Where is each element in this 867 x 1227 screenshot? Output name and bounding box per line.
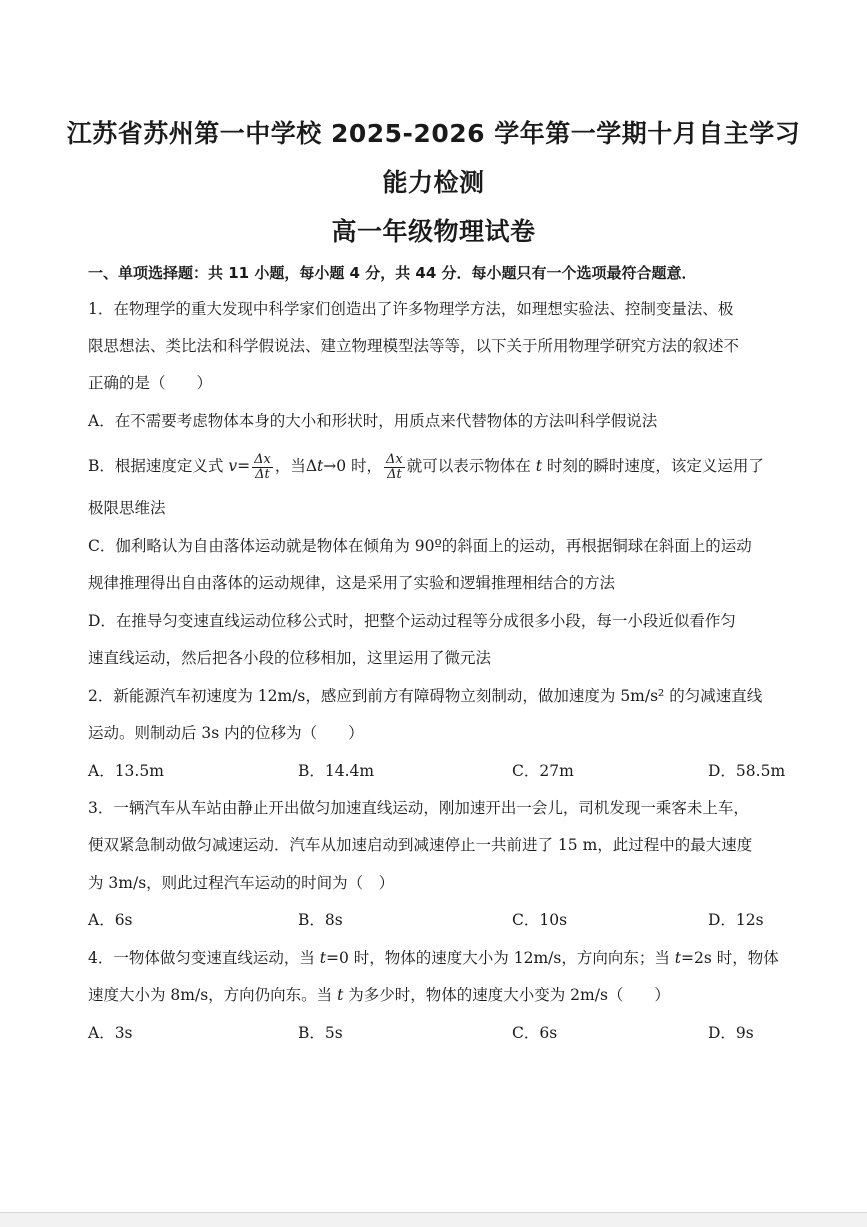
q4-line1-part-a: 4．一物体做匀变速直线运动，当 xyxy=(88,949,320,967)
section-heading: 一、单项选择题：共 11 小题，每小题 4 分，共 44 分．每小题只有一个选项最符合题意． xyxy=(88,264,697,282)
q2-stem-line2: 运动。则制动后 3s 内的位移为（ ） xyxy=(88,724,364,742)
q1-stem-line3: 正确的是（ ） xyxy=(88,374,213,392)
q4-option-d: D．9s xyxy=(708,1024,754,1042)
time-symbol: t xyxy=(319,949,327,967)
exam-subtitle: 高一年级物理试卷 xyxy=(331,217,536,246)
q1-option-d-line2: 速直线运动，然后把各小段的位移相加，这里运用了微元法 xyxy=(88,649,492,667)
q2-option-b: B．14.4m xyxy=(298,762,375,780)
viewer-bottom-edge xyxy=(0,1212,867,1227)
time-symbol: t xyxy=(317,457,324,475)
q3-option-b: B．8s xyxy=(298,911,343,929)
q4-line2-part-b: 为多少时，物体的速度大小变为 2m/s（ ） xyxy=(343,986,670,1004)
q1-option-c-line1: C．伽利略认为自由落体运动就是物体在倾角为 90º的斜面上的运动，再根据铜球在斜面上的运动 xyxy=(88,537,752,555)
q1-option-b-post2: 时刻的瞬时速度，该定义运用了 xyxy=(541,457,764,475)
time-symbol-2: t xyxy=(535,457,542,475)
fraction-numerator: Δx xyxy=(386,451,403,467)
q3-stem-line1: 3．一辆汽车从车站由静止开出做匀加速直线运动，刚加速开出一会儿，司机发现一乘客未上车， xyxy=(88,799,749,817)
q3-option-c: C．10s xyxy=(512,911,568,929)
velocity-symbol: v xyxy=(228,457,238,475)
equals-sign: = xyxy=(237,457,251,475)
q1-option-a: A．在不需要考虑物体本身的大小和形状时，用质点来代替物体的方法叫科学假说法 xyxy=(88,412,658,430)
delta-x-over-delta-t-fraction xyxy=(252,453,273,482)
q3-option-d: D．12s xyxy=(708,911,764,929)
q4-option-b: B．5s xyxy=(298,1024,343,1042)
q1-option-b-post1: 就可以表示物体在 xyxy=(406,457,536,475)
q4-line2-part-a: 速度大小为 8m/s，方向仍向东。当 xyxy=(88,986,338,1004)
q4-option-a: A．3s xyxy=(88,1024,133,1042)
q1-option-b-line2: 极限思维法 xyxy=(88,499,166,517)
exam-title-line2: 能力检测 xyxy=(382,168,485,197)
q1-option-b-mid: ，当Δ xyxy=(274,457,318,475)
delta-x-over-delta-t-fraction-2 xyxy=(384,453,405,482)
q3-option-a: A．6s xyxy=(88,911,133,929)
q4-line1-part-c: =2s 时，物体 xyxy=(681,949,779,967)
q2-option-a: A．13.5m xyxy=(88,762,164,780)
fraction-denominator: Δt xyxy=(255,466,270,482)
exam-title-line1: 江苏省苏州第一中学校 2025-2026 学年第一学期十月自主学习 xyxy=(66,119,801,148)
q1-stem-line2: 限思想法、类比法和科学假说法、建立物理模型法等等，以下关于所用物理学研究方法的叙述不 xyxy=(88,337,740,355)
q1-option-b-arrow: →0 时， xyxy=(323,457,383,475)
q2-option-d: D．58.5m xyxy=(708,762,786,780)
q4-stem-line1 xyxy=(88,948,788,968)
q4-option-c: C．6s xyxy=(512,1024,558,1042)
q3-stem-line3: 为 3m/s，则此过程汽车运动的时间为（ ） xyxy=(88,874,395,892)
q3-stem-line2: 便双紧急制动做匀减速运动．汽车从加速启动到减速停止一共前进了 15 m，此过程中的最大速度 xyxy=(88,836,753,854)
time-symbol-2: t xyxy=(674,949,681,967)
q1-option-b-line1 xyxy=(88,448,788,484)
q1-stem-line1: 1．在物理学的重大发现中科学家们创造出了许多物理学方法，如理想实验法、控制变量法、极 xyxy=(88,300,734,318)
q1-option-b-prefix: B．根据速度定义式 xyxy=(88,457,229,475)
fraction-denominator: Δt xyxy=(387,466,402,482)
q1-option-d-line1: D．在推导匀变速直线运动位移公式时，把整个运动过程等分成很多小段，每一小段近似看作匀 xyxy=(88,612,736,630)
fraction-numerator: Δx xyxy=(254,451,271,467)
q4-line1-part-b: =0 时，物体的速度大小为 12m/s，方向向东；当 xyxy=(326,949,675,967)
q2-option-c: C．27m xyxy=(512,762,574,780)
q1-option-c-line2: 规律推理得出自由落体的运动规律，这是采用了实验和逻辑推理相结合的方法 xyxy=(88,574,616,592)
q4-stem-line2 xyxy=(88,985,788,1005)
time-symbol: t xyxy=(337,986,344,1004)
q2-stem-line1: 2．新能源汽车初速度为 12m/s，感应到前方有障碍物立刻制动，做加速度为 5m/s² 的匀减速直线 xyxy=(88,687,763,705)
